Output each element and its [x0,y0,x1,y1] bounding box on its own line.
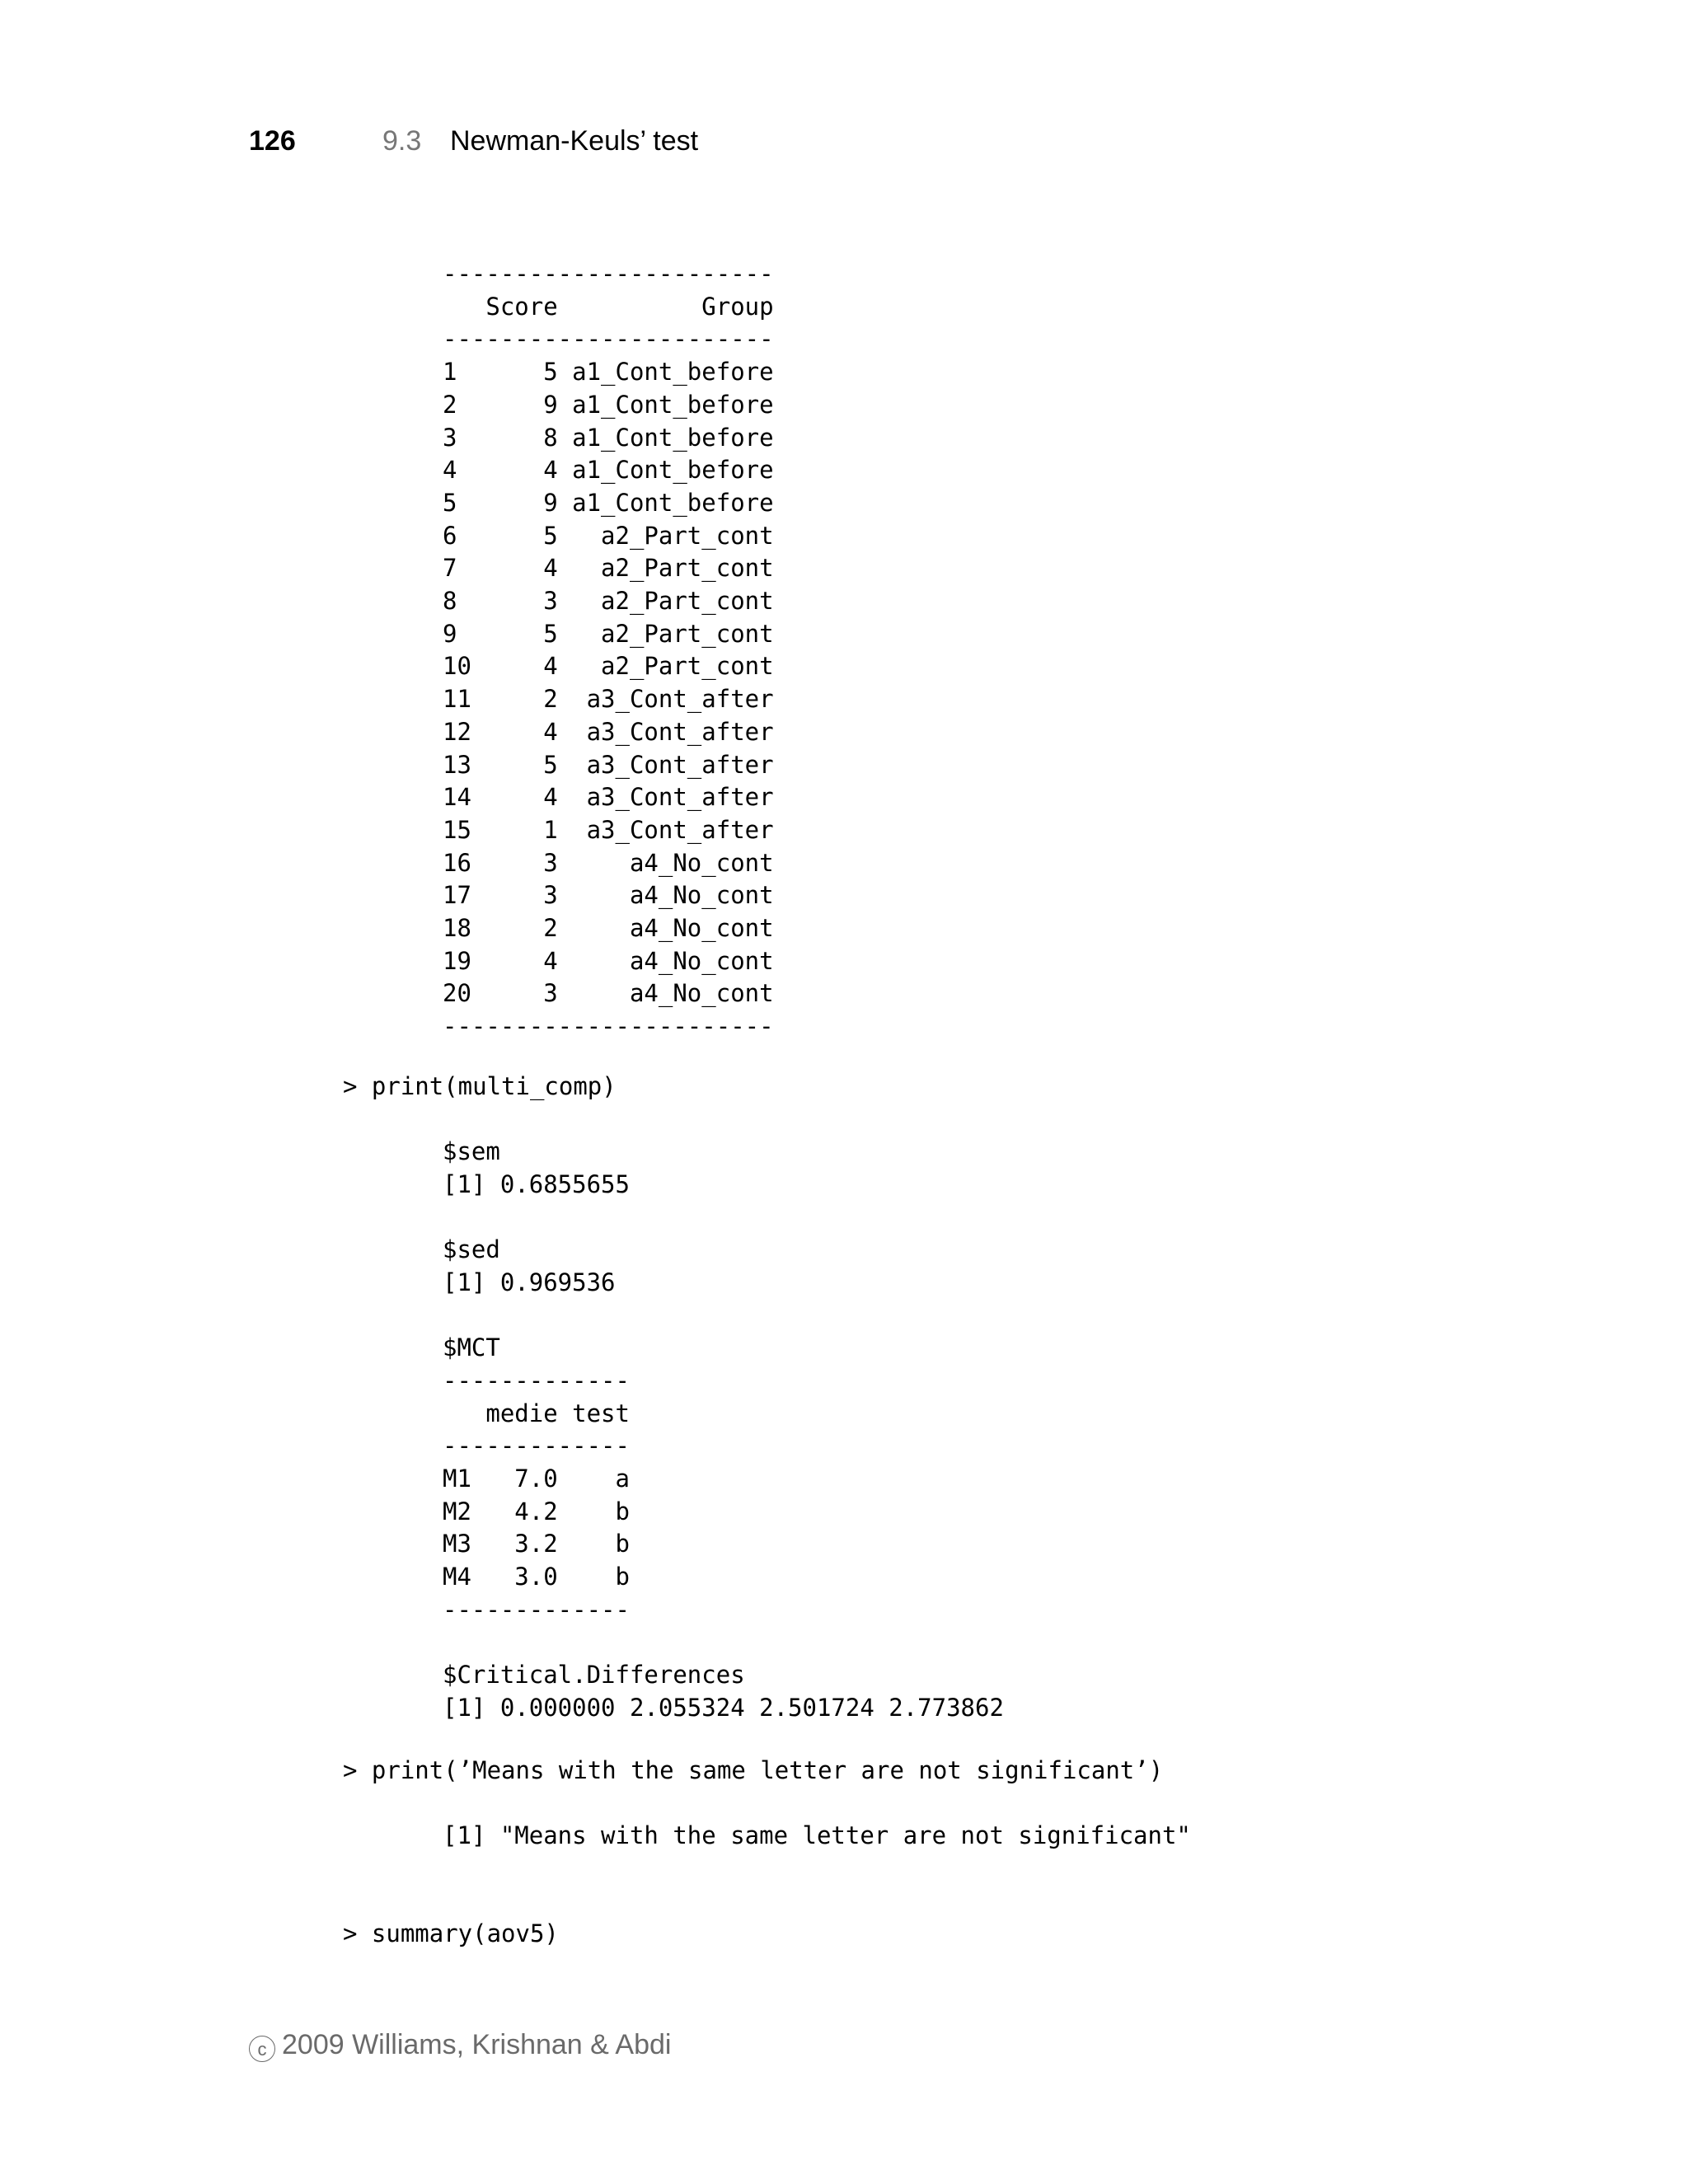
message-output: [1] "Means with the same letter are not significant" [443,1821,1191,1849]
page-footer [249,2029,671,2062]
command-summary: > summary(aov5) [343,1919,559,1947]
copyright-text: 2009 Williams, Krishnan & Abdi [282,2029,672,2060]
command-print-multi-comp: > print(multi_comp) [343,1072,617,1100]
page-number: 126 [249,125,296,157]
page-header [249,125,698,166]
command-print-message: > print(’Means with the same letter are not significant’) [343,1756,1164,1784]
section-number: 9.3 [382,125,422,157]
section-title: Newman-Keuls’ test [450,125,699,157]
copyright-icon: c [249,2036,275,2062]
data-table-output: ----------------------- Score Group ----------------------- 1 5 a1_Cont_before 2 9 a1_Cont_before 3 8 a1_Cont_before 4 4 a1_Cont_before 5 9 a1_Cont_before 6 5 a2_Part_cont 7 4 a2_Part_cont 8 3 a2_Part_cont 9 5 a2_Part_cont 10 4 a2_Part_cont 11 2 a3_Cont_after 12 4 a3_Cont_after 13 5 a3_Cont_after 14 4 a3_Cont_after 15 1 a3_Cont_after 16 3 a4_No_cont 17 3 a4_No_cont 18 2 a4_No_cont 19 4 a4_No_cont 20 3 a4_No_cont ----------------------- [443,260,774,1041]
multi-comp-output: $sem [1] 0.6855655 $sed [1] 0.969536 $MCT ------------- medie test ------------- M1 7.0 a M2 4.2 b M3 3.2 b M4 3.0 b ------------- $Critical.Differences [1] 0.000000 2.055324 2.501724 2.773862 [443,1137,1004,1722]
